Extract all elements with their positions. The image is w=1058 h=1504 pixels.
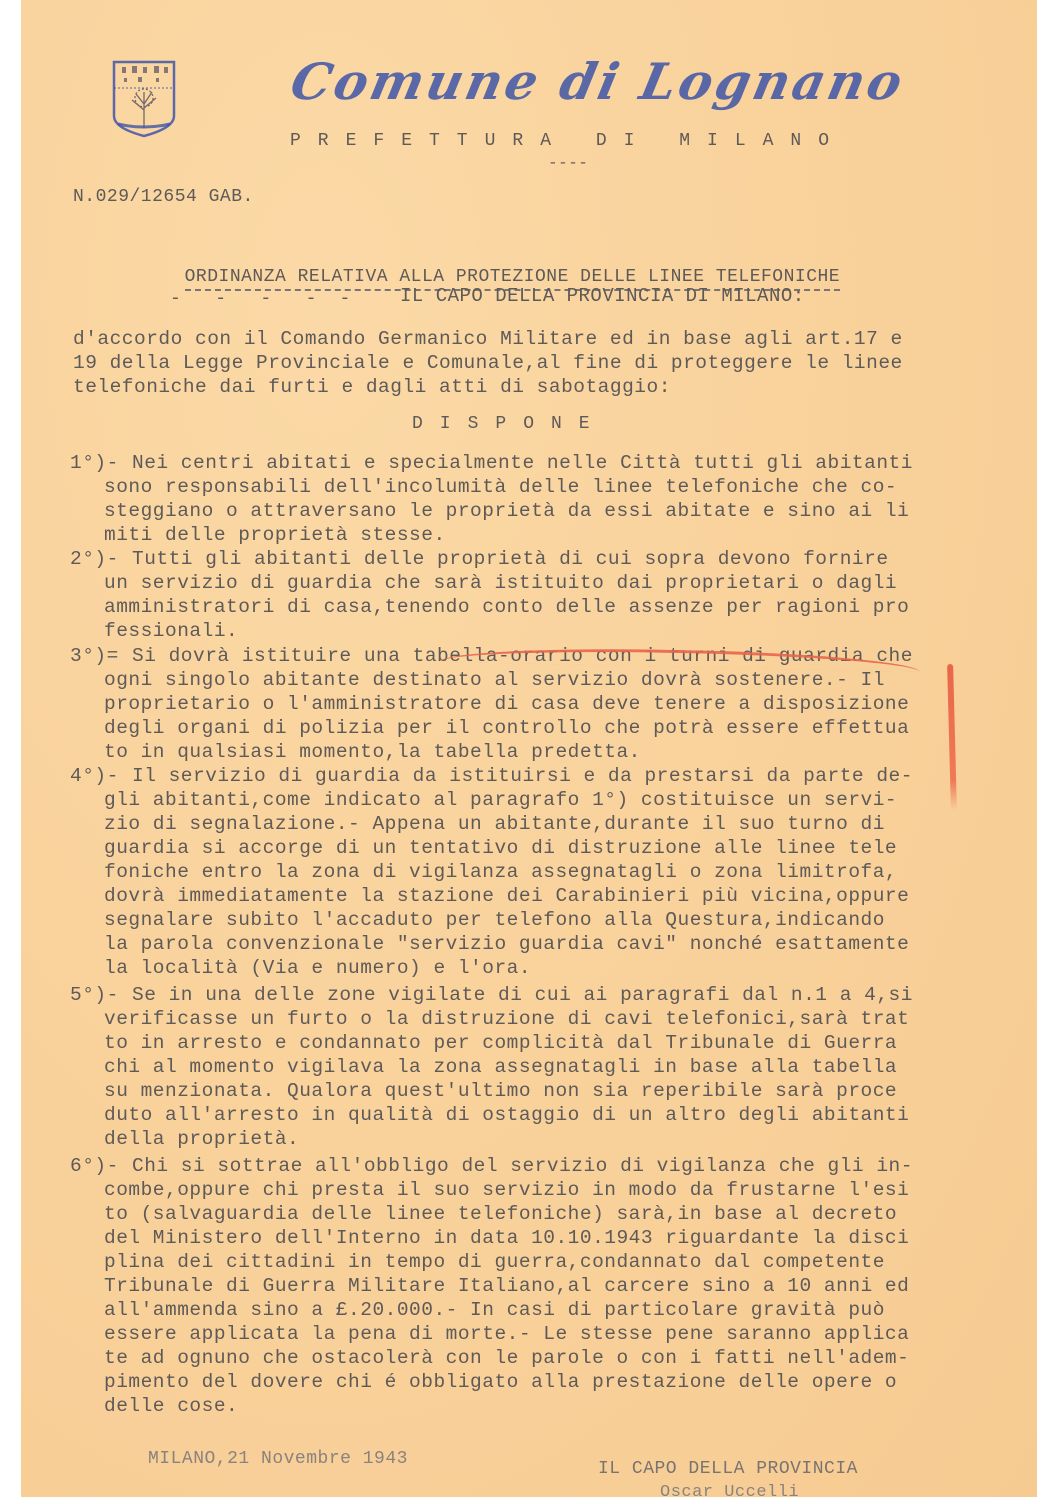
decorative-dots: - - - - - (170, 289, 351, 309)
municipal-stamp: Comune di Lognano (285, 52, 911, 111)
coat-of-arms-icon (110, 58, 178, 138)
signature-title: IL CAPO DELLA PROVINCIA (598, 1459, 858, 1479)
reference-number: N.029/12654 GAB. (73, 187, 254, 207)
dispone-heading: DISPONE (412, 414, 607, 434)
document-title: ORDINANZA RELATIVA ALLA PROTEZIONE DELLE LINEE TELEFONICHE (162, 244, 840, 288)
heading-rule: ---- (548, 154, 589, 172)
date-line: MILANO,21 Novembre 1943 (148, 1449, 408, 1469)
signature-name: Oscar Uccelli (660, 1483, 800, 1502)
issuer-heading: IL CAPO DELLA PROVINCIA DI MILANO: (400, 285, 805, 307)
authority-heading: PREFETTURA DI MILANO (290, 131, 847, 151)
